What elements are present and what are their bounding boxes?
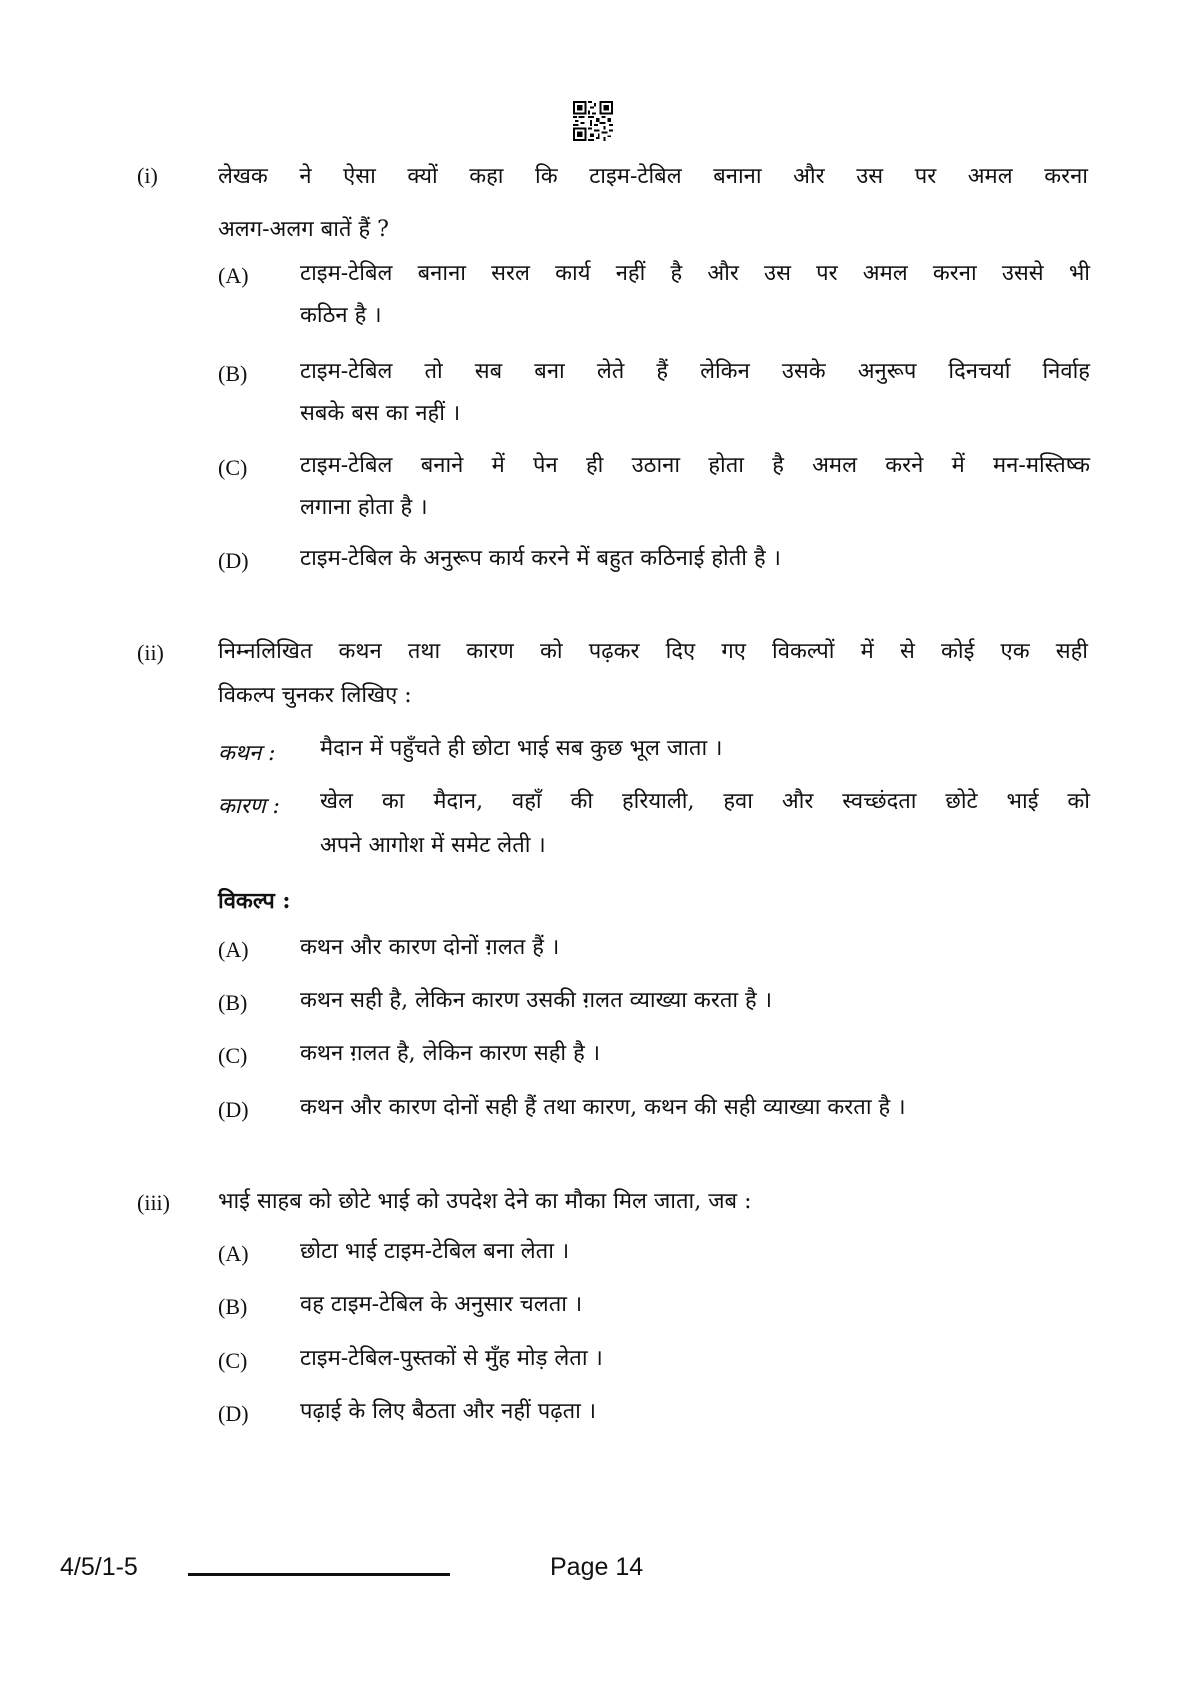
option-text: सबके बस का नहीं । xyxy=(300,401,461,426)
option-text: छोटा भाई टाइम-टेबिल बना लेता । xyxy=(300,1239,570,1264)
question-text-line: लेखक ने ऐसा क्यों कहा कि टाइम-टेबिल बनाना और उस पर अमल करना xyxy=(218,164,1088,189)
question-text xyxy=(218,630,1088,718)
option-text: टाइम-टेबिल बनाना सरल कार्य नहीं है और उस पर अमल करना उससे भी xyxy=(300,261,1090,286)
option-text: कथन ग़लत है, लेकिन कारण सही है । xyxy=(300,1041,601,1066)
page-number: Page 14 xyxy=(550,1553,644,1581)
option-letter: (A) xyxy=(218,937,249,962)
options-heading: विकल्प : xyxy=(218,888,291,914)
question-number: (i) xyxy=(137,163,158,188)
footer-divider xyxy=(188,1573,450,1576)
option-letter: (B) xyxy=(218,990,248,1015)
option-letter: (C) xyxy=(218,1043,248,1068)
reason-text: अपने आगोश में समेट लेती । xyxy=(320,833,546,858)
option-letter: (D) xyxy=(218,548,249,573)
option-letter: (C) xyxy=(218,1348,248,1373)
assertion-label: कथन : xyxy=(218,741,276,766)
option-text: टाइम-टेबिल तो सब बना लेते हैं लेकिन उसके अनुरूप दिनचर्या निर्वाह xyxy=(300,359,1090,384)
option-text: कथन और कारण दोनों सही हैं तथा कारण, कथन की सही व्याख्या करता है । xyxy=(300,1095,906,1120)
option-text: कठिन है । xyxy=(300,303,382,328)
option-text: पढ़ाई के लिए बैठता और नहीं पढ़ता । xyxy=(300,1399,597,1424)
reason-text: खेल का मैदान, वहाँ की हरियाली, हवा और स्वच्छंदता छोटे भाई को xyxy=(320,789,1090,814)
reason-label: कारण : xyxy=(218,794,280,819)
question-text-line: विकल्प चुनकर लिखिए : xyxy=(218,683,412,708)
option-text: टाइम-टेबिल बनाने में पेन ही उठाना होता है अमल करने में मन-मस्तिष्क xyxy=(300,453,1090,478)
question-text-line: भाई साहब को छोटे भाई को उपदेश देने का मौका मिल जाता, जब : xyxy=(218,1189,752,1214)
option-letter: (B) xyxy=(218,361,248,386)
option-letter: (D) xyxy=(218,1401,249,1426)
option-letter: (A) xyxy=(218,263,249,288)
option-text: लगाना होता है । xyxy=(300,495,428,520)
option-letter: (B) xyxy=(218,1294,248,1319)
question-number: (ii) xyxy=(137,640,164,665)
option-text: कथन और कारण दोनों ग़लत हैं । xyxy=(300,935,560,960)
option-text: टाइम-टेबिल-पुस्तकों से मुँह मोड़ लेता । xyxy=(300,1346,603,1371)
question-text xyxy=(218,150,1088,256)
option-text: कथन सही है, लेकिन कारण उसकी ग़लत व्याख्या करता है । xyxy=(300,988,773,1013)
qr-code-icon xyxy=(573,101,613,141)
option-letter: (D) xyxy=(218,1097,249,1122)
question-text xyxy=(218,1180,1088,1224)
option-text: वह टाइम-टेबिल के अनुसार चलता । xyxy=(300,1292,583,1317)
assertion-text: मैदान में पहुँचते ही छोटा भाई सब कुछ भूल जाता । xyxy=(320,736,723,761)
paper-code: 4/5/1-5 xyxy=(60,1553,138,1581)
option-letter: (A) xyxy=(218,1241,249,1266)
question-number: (iii) xyxy=(137,1190,170,1215)
question-text-line: निम्नलिखित कथन तथा कारण को पढ़कर दिए गए विकल्पों में से कोई एक सही xyxy=(218,639,1088,664)
question-text-line: अलग-अलग बातें हैं ? xyxy=(218,217,389,242)
option-text: टाइम-टेबिल के अनुरूप कार्य करने में बहुत कठिनाई होती है । xyxy=(300,546,782,571)
option-letter: (C) xyxy=(218,455,248,480)
